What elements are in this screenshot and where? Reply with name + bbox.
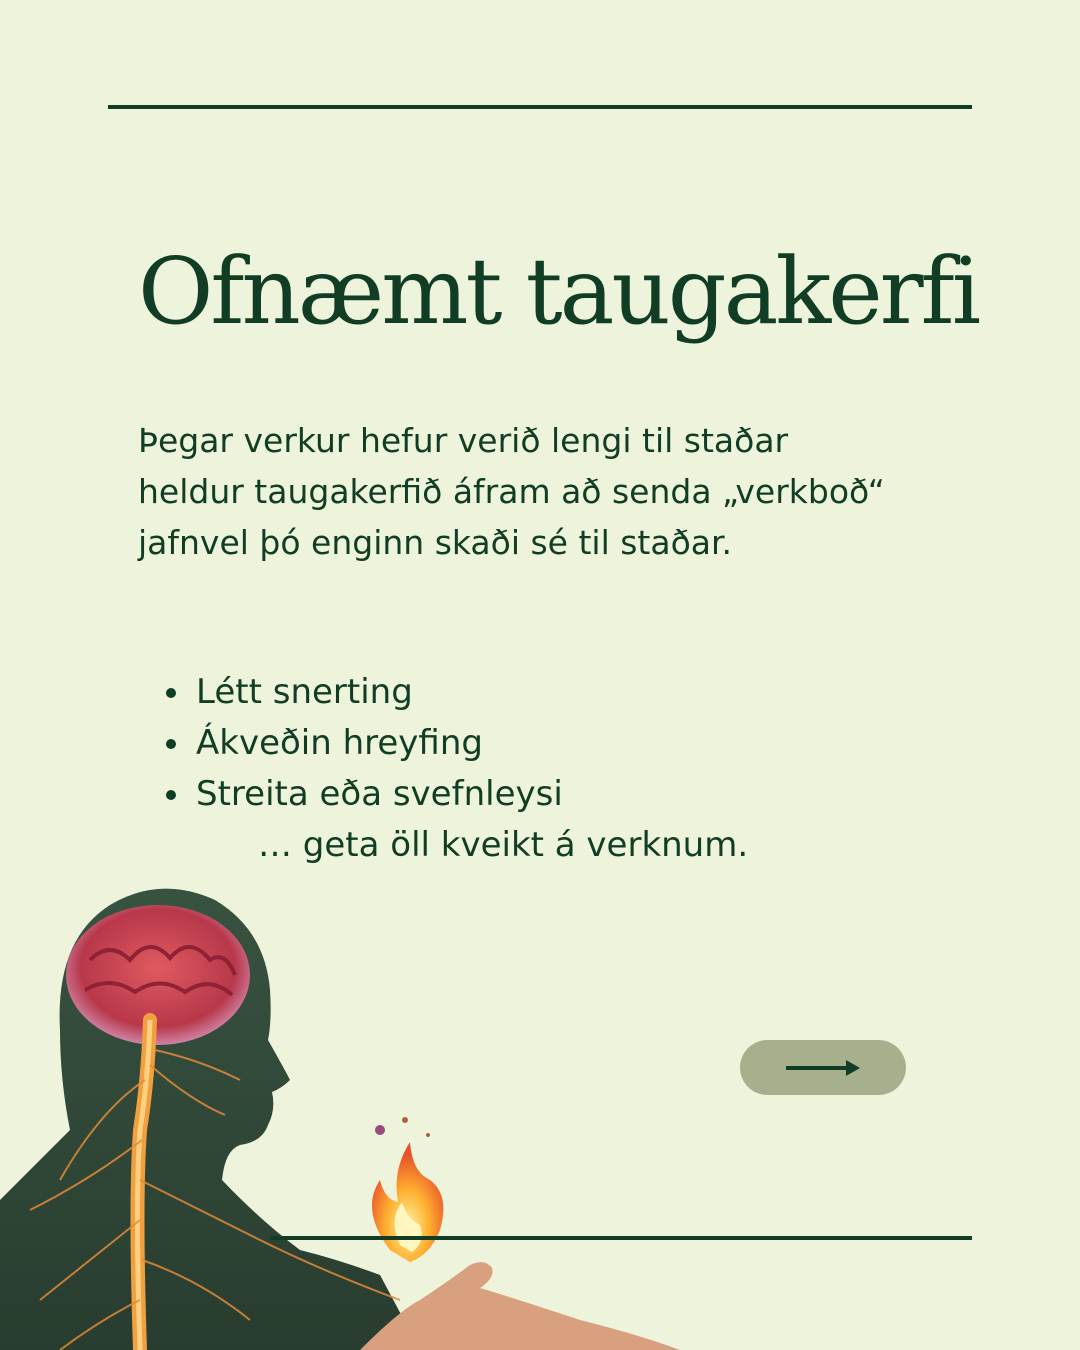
trigger-list-conclusion: … geta öll kveikt á verknum.	[258, 825, 749, 865]
next-button[interactable]	[740, 1040, 906, 1095]
nervous-system-illustration	[0, 880, 680, 1350]
list-item: Létt snerting	[166, 667, 563, 718]
intro-line: Þegar verkur hefur verið lengi til staðar	[138, 421, 789, 460]
list-item: Streita eða svefnleysi	[166, 769, 563, 820]
hand	[360, 1262, 680, 1350]
intro-paragraph	[138, 415, 968, 568]
list-item: Ákveðin hreyfing	[166, 718, 563, 769]
bottom-divider	[270, 1236, 972, 1240]
trigger-list	[166, 667, 563, 820]
arrow-right-icon	[784, 1057, 862, 1079]
top-divider	[108, 105, 972, 109]
page-title: Ofnæmt taugakerfi	[138, 238, 979, 345]
intro-line: heldur taugakerfið áfram að senda „verkboð“	[138, 472, 885, 511]
intro-line: jafnvel þó enginn skaði sé til staðar.	[138, 523, 733, 562]
brain-icon	[66, 905, 250, 1045]
